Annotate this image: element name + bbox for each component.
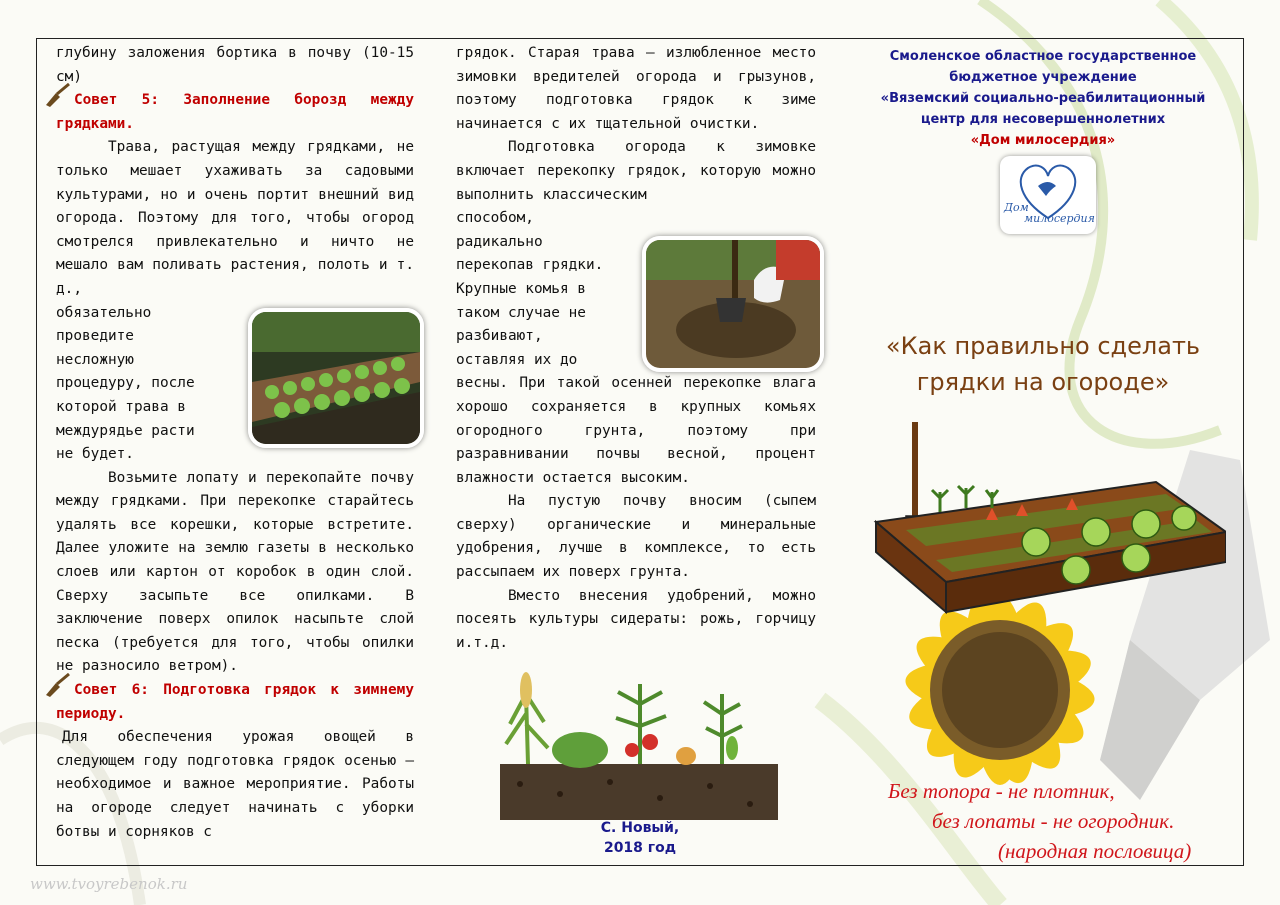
col1-wrap-text: [56, 302, 216, 467]
lettuce-beds-photo: [248, 308, 424, 448]
col2-paragraph-0: грядок. Старая трава – излюбленное место зимовки вредителей огорода и грызунов, поэтому подготовка грядок к зиме начинается с их тщательной очистки.: [456, 45, 816, 132]
wrap-line: Крупные комья в: [456, 280, 586, 297]
col2-paragraph-4: Вместо внесения удобрений, можно посеять культуры сидераты: рожь, горчицу и.т.д.: [456, 587, 816, 651]
col1-paragraph-1: Трава, растущая между грядками, не только мешает ухаживать за садовыми культурами, но и очень портит внешний вид огорода. Поэтому для того, чтобы огород смотрелся привлекательно и ничто не мешало вам поливать растения, полоть и т. д.,: [56, 139, 414, 297]
col1-paragraph-2: Возьмите лопату и перекопайте почву между грядками. При перекопке старайтесь удалять все корешки, которые встретите. Далее уложите на землю газеты в несколько слоев или картон от коробок в один слой. Сверху засыпьте все опилками. В заключение поверх опилок насыпьте слой песка (требуется для того, чтобы опилки не разносило ветром).: [56, 469, 414, 675]
org-line-4: центр для несовершеннолетних: [920, 112, 1166, 127]
proverb-line-1: Без топора - не плотник,: [888, 779, 1115, 803]
org-line-5: «Дом милосердия»: [970, 133, 1116, 148]
wrap-line: разбивают,: [456, 328, 543, 345]
col2-paragraph-2: весны. При такой осенней перекопке влага хорошо сохраняется в крупных комьях огородного грунта, поэтому при разравнивании почвы весной, процент влажности остается высоким.: [456, 375, 816, 486]
org-line-3: «Вяземский социально-реабилитационный: [880, 91, 1206, 106]
title-line-1: «Как правильно сделать: [885, 332, 1201, 360]
proverb-line-3: (народная пословица): [998, 839, 1192, 863]
proverb-line-2: без лопаты - не огородник.: [932, 809, 1175, 833]
wrap-line: способом,: [456, 210, 534, 227]
wrap-line: не будет.: [56, 446, 134, 463]
shovel-icon: [42, 83, 72, 109]
vegetables-illustration: [500, 664, 778, 820]
logo-text-1: Дом: [1004, 201, 1029, 214]
signature-place: С. Новый,: [600, 820, 680, 836]
organization-header: [856, 46, 1230, 151]
wrap-line: проведите: [56, 328, 134, 345]
signature: [560, 818, 720, 858]
tip-5-heading: [56, 89, 414, 136]
wrap-line: таком случае не: [456, 304, 586, 321]
wrap-line: перекопав грядки.: [456, 257, 604, 274]
tip-6-text: Совет 6: Подготовка грядок к зимнему периоду.: [56, 682, 414, 722]
watermark: www.tvoyrebenok.ru: [30, 875, 188, 893]
shovel-icon: [42, 673, 72, 699]
col2-paragraph-3: На пустую почву вносим (сыпем сверху) органические и минеральные удобрения, лучше в комплексе, то есть рассыпаем их поверх грунта.: [456, 493, 816, 581]
title-line-2: грядки на огороде»: [916, 368, 1170, 396]
logo: [1000, 156, 1096, 234]
tip-6-heading: [56, 679, 414, 726]
signature-year: 2018 год: [603, 840, 677, 856]
wrap-line: радикально: [456, 233, 543, 250]
brochure-title: [856, 328, 1230, 400]
col1-paragraph-0: глубину заложения бортика в почву (10-15 см): [56, 45, 414, 85]
wrap-line: обязательно: [56, 304, 152, 321]
col1-paragraph-3: Для обеспечения урожая овощей в следующем году подготовка грядок осенью – необходимое и важное мероприятие. Работы на огороде следует начинать с уборки ботвы и сорняков с: [56, 729, 414, 840]
wrap-line: оставляя их до: [456, 351, 578, 368]
wrap-line: междурядье расти: [56, 422, 195, 439]
proverb: [860, 776, 1220, 866]
logo-text-2: милосердия: [1024, 212, 1095, 225]
digging-photo: [642, 236, 824, 372]
org-line-1: Смоленское областное государственное: [889, 49, 1197, 64]
wrap-line: несложную: [56, 351, 134, 368]
tip-5-text: Совет 5: Заполнение борозд между грядками.: [56, 92, 414, 132]
col2-paragraph-1: Подготовка огорода к зимовке включает перекопку грядок, которую можно выполнить классическим: [456, 139, 816, 203]
wrap-line: процедуру, после: [56, 375, 195, 392]
garden-bed-illustration: [866, 412, 1226, 622]
col2-wrap-text: [456, 207, 616, 372]
org-line-2: бюджетное учреждение: [949, 70, 1137, 85]
wrap-line: которой трава в: [56, 398, 186, 415]
